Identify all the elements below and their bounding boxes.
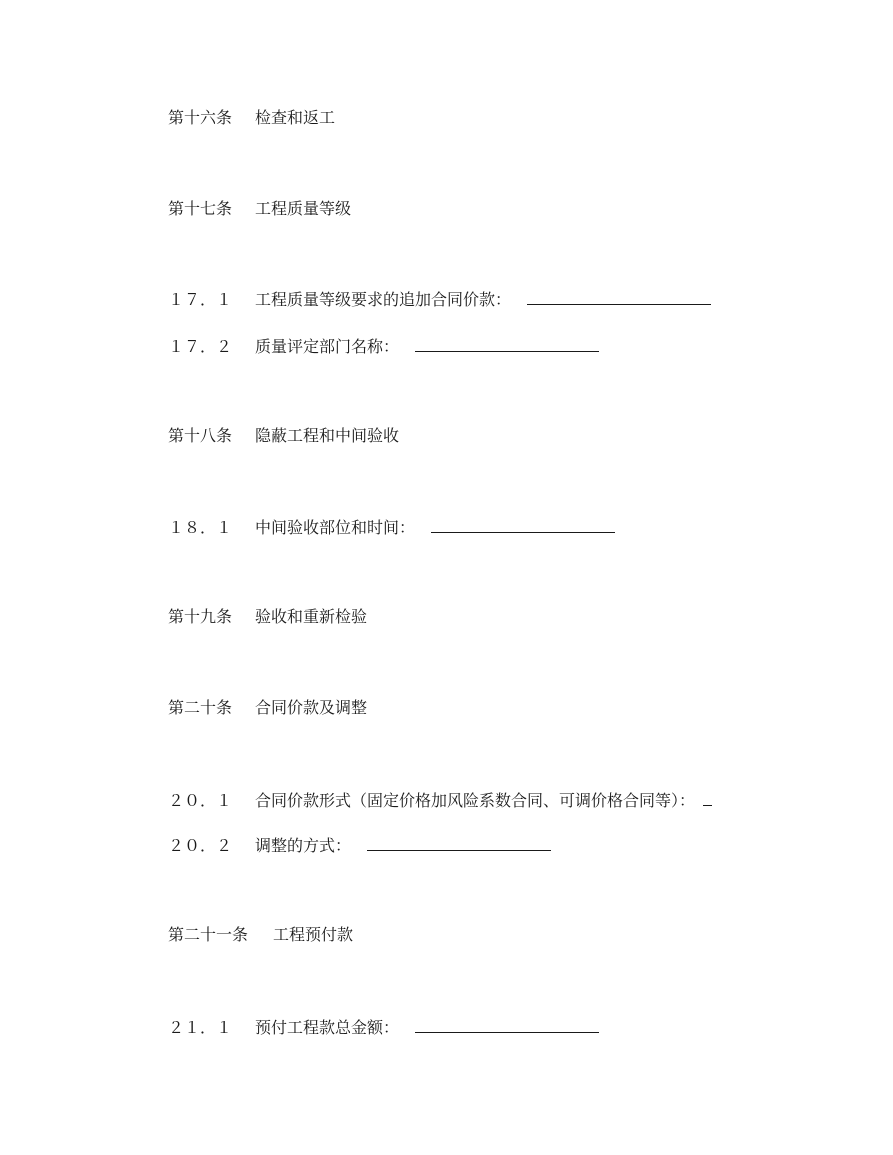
clause-text: 工程质量等级要求的追加合同价款：	[255, 290, 512, 309]
clause-text: 中间验收部位和时间：	[255, 518, 416, 537]
fill-in-blank[interactable]	[415, 335, 599, 352]
article-number: 第十六条	[168, 108, 233, 127]
article-19-heading	[168, 606, 367, 628]
clause-number: １８．１	[168, 518, 233, 537]
clause-20-2	[168, 834, 551, 857]
clause-text: 质量评定部门名称：	[255, 337, 400, 356]
clause-number: １７．１	[168, 290, 233, 309]
article-title: 工程预付款	[273, 925, 354, 944]
clause-17-1	[168, 288, 711, 311]
article-21-heading	[168, 924, 353, 946]
article-title: 合同价款及调整	[255, 698, 368, 717]
fill-in-blank[interactable]	[527, 288, 711, 305]
article-number: 第十九条	[168, 607, 233, 626]
article-17-heading	[168, 198, 351, 220]
fill-in-blank[interactable]	[703, 789, 712, 806]
clause-number: ２０．１	[168, 791, 233, 810]
article-18-heading	[168, 425, 399, 447]
article-16-heading	[168, 107, 335, 129]
clause-text: 预付工程款总金额：	[255, 1018, 400, 1037]
article-number: 第二十一条	[168, 925, 249, 944]
article-20-heading	[168, 697, 367, 719]
clause-17-2	[168, 335, 599, 358]
clause-number: ２１．１	[168, 1018, 233, 1037]
clause-number: １７．２	[168, 337, 233, 356]
clause-text: 合同价款形式（固定价格加风险系数合同、可调价格合同等）：	[255, 791, 696, 810]
article-title: 检查和返工	[255, 108, 336, 127]
article-title: 隐蔽工程和中间验收	[255, 426, 400, 445]
article-title: 工程质量等级	[255, 199, 352, 218]
fill-in-blank[interactable]	[367, 834, 551, 851]
article-title: 验收和重新检验	[255, 607, 368, 626]
clause-20-1	[168, 789, 712, 812]
fill-in-blank[interactable]	[431, 516, 615, 533]
clause-text: 调整的方式：	[255, 836, 352, 855]
clause-number: ２０．２	[168, 836, 233, 855]
fill-in-blank[interactable]	[415, 1016, 599, 1033]
article-number: 第十七条	[168, 199, 233, 218]
article-number: 第十八条	[168, 426, 233, 445]
clause-21-1	[168, 1016, 599, 1039]
article-number: 第二十条	[168, 698, 233, 717]
clause-18-1	[168, 516, 615, 539]
